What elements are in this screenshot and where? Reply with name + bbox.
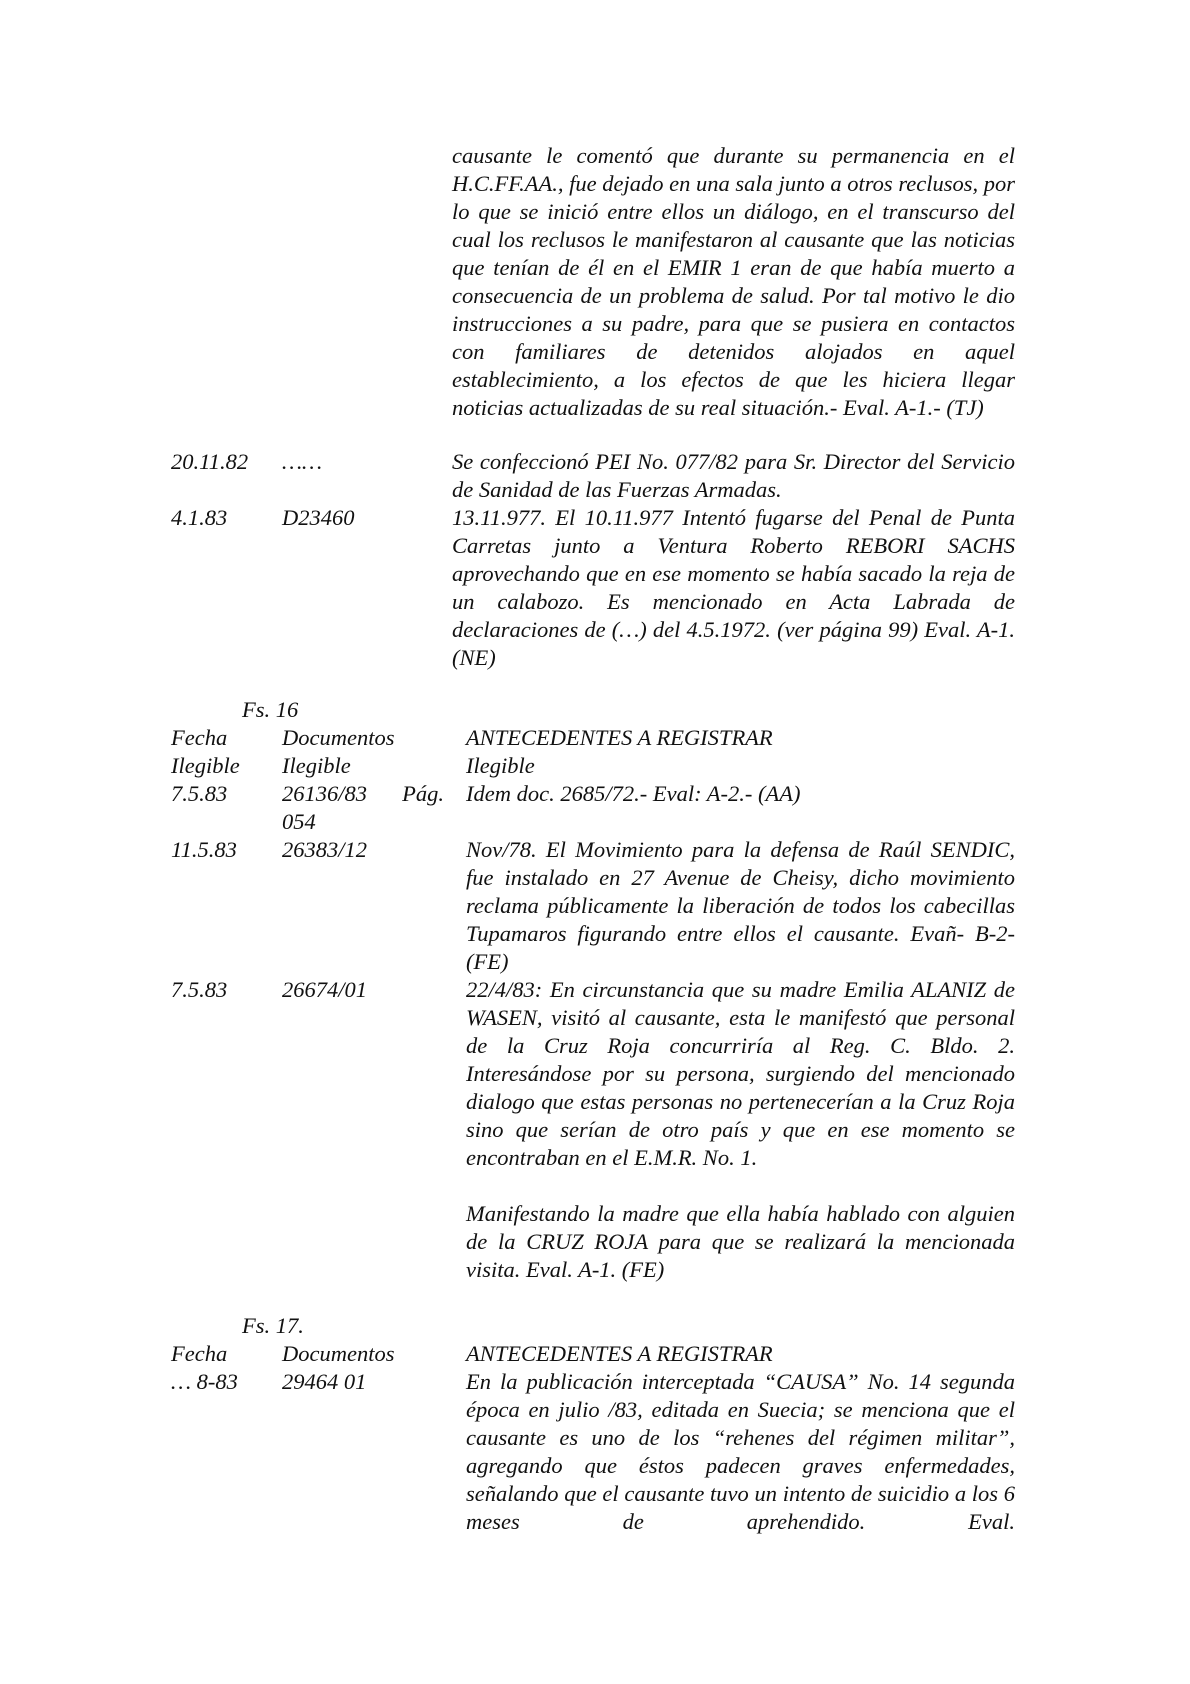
entry-date: 7.5.83 [171, 977, 228, 1002]
entry-document: D23460 [282, 505, 355, 530]
column-header-documents: Documentos [282, 1341, 395, 1366]
illegible-text: Ilegible [466, 753, 535, 778]
entry-date: … 8-83 [171, 1369, 238, 1394]
entry-document: 26383/12 [282, 837, 368, 862]
column-header-antecedentes: ANTECEDENTES A REGISTRAR [466, 725, 773, 750]
entry-text: Idem doc. 2685/72.- Eval: A-2.- (AA) [466, 781, 801, 806]
entry-date: 20.11.82 [171, 449, 249, 474]
folio-heading: Fs. 17. [242, 1313, 304, 1338]
column-header-documents: Documentos [282, 725, 395, 750]
column-header-antecedentes: ANTECEDENTES A REGISTRAR [466, 1341, 773, 1366]
entry-text: En la publicación interceptada “CAUSA” No. 14 segunda época en julio /83, editada en Suecia; se menciona que el causante es uno de los “rehenes del régimen militar”, agregando que éstos padecen graves enfermedades, señalando que el causante tuvo un intento de suicidio a los 6 meses de aprehendido. Eval. [466, 1369, 1015, 1534]
entry-document: 26674/01 [282, 977, 368, 1002]
entry-document: …… [282, 449, 323, 474]
entry-text: 22/4/83: En circunstancia que su madre Emilia ALANIZ de WASEN, visitó al causante, esta le manifestó que personal de la Cruz Roja concurriría al Reg. C. Bldo. 2. Interesándose por su persona, surgiendo del mencionado dialogo que estas personas no pertenecerían a la Cruz Roja sino que serían de otro país y que en ese momento se encontraban en el E.M.R. No. 1. [466, 977, 1015, 1170]
illegible-document: Ilegible [282, 753, 351, 778]
entry-text-continued: Manifestando la madre que ella había hablado con alguien de la CRUZ ROJA para que se realizará la mencionada visita. Eval. A-1. (FE) [466, 1201, 1015, 1282]
entry-date: 11.5.83 [171, 837, 237, 862]
entry-text: Se confeccionó PEI No. 077/82 para Sr. Director del Servicio de Sanidad de las Fuerzas Armadas. [452, 449, 1015, 502]
entry-date: 4.1.83 [171, 505, 228, 530]
entry-date: 7.5.83 [171, 781, 228, 806]
entry-document: 29464 01 [282, 1369, 367, 1394]
entry-text: Nov/78. El Movimiento para la defensa de Raúl SENDIC, fue instalado en 27 Avenue de Cheisy, dicho movimiento reclama públicamente la liberación de todos los cabecillas Tupamaros figurando entre ellos el causante. Evañ- B-2- (FE) [466, 837, 1015, 974]
entry-document: 26136/83 Pág. 054 [282, 781, 444, 834]
entry-text: 13.11.977. El 10.11.977 Intentó fugarse del Penal de Punta Carretas junto a Ventura Roberto REBORI SACHS aprovechando que en ese momento se había sacado la reja de un calabozo. Es mencionado en Acta Labrada de declaraciones de (…) del 4.5.1972. (ver página 99) Eval. A-1. (NE) [452, 505, 1015, 670]
column-header-date: Fecha [171, 1341, 228, 1366]
folio-heading: Fs. 16 [242, 697, 299, 722]
continuation-paragraph: causante le comentó que durante su permanencia en el H.C.FF.AA., fue dejado en una sala junto a otros reclusos, por lo que se inició entre ellos un diálogo, en el transcurso del cual los reclusos le manifestaron al causante que las noticias que tenían de él en el EMIR 1 eran de que había muerto a consecuencia de un problema de salud. Por tal motivo le dio instrucciones a su padre, para que se pusiera en contactos con familiares de detenidos alojados en aquel establecimiento, a los efectos de que les hiciera llegar noticias actualizadas de su real situación.- Eval. A-1.- (TJ) [452, 143, 1015, 420]
column-header-date: Fecha [171, 725, 228, 750]
illegible-date: Ilegible [171, 753, 240, 778]
